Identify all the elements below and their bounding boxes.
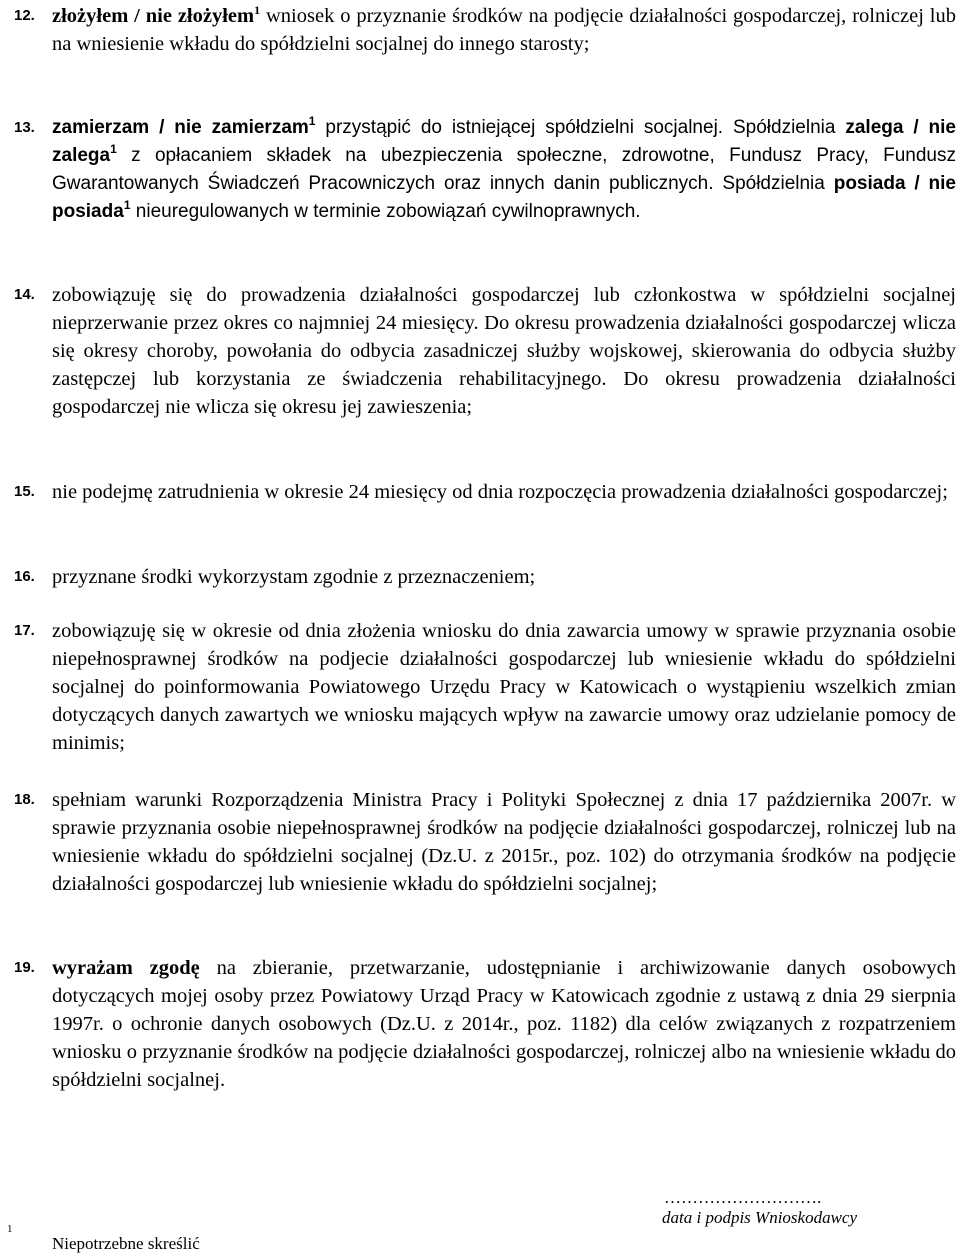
- item-text: zobowiązuję się do prowadzenia działalności gospodarczej lub członkostwa w spółdzielni socjalnej nieprzerwanie przez okres co najmniej 24 miesięcy. Do okresu prowadzenia działalności gospodarczej wlicza się okresy choroby, powołania do odbycia zasadniczej służby wojskowej, skierowania do odbycia służby zastępczej lub korzystania ze świadczenia rehabilitacyjnego. Do okresu prowadzenia działalności gospodarczej nie wlicza się okresu jej zawieszenia;: [52, 284, 956, 418]
- text-span: nieuregulowanych w terminie zobowiązań cywilnoprawnych.: [130, 201, 641, 222]
- item-number: 16.: [14, 568, 35, 585]
- item-text: zobowiązuję się w okresie od dnia złożenia wniosku do dnia zawarcia umowy w sprawie przyznania osobie niepełnosprawnej środków na podjecie działalności gospodarczej lub wniesienie wkładu do spółdzielni socjalnej do poinformowania Powiatowego Urzędu Pracy w Katowicach o wystąpieniu wszelkich zmian dotyczących danych zawartych we wniosku mających wpływ na zawarcie umowy oraz udzielanie pomocy de minimis;: [52, 620, 956, 754]
- item-number: 14.: [14, 286, 35, 303]
- text-span: z opłacaniem składek na ubezpieczenia społeczne, zdrowotne, Fundusz Pracy, Fundusz Gwarantowanych Świadczeń Pracowniczych oraz innych danin publicznych. Spółdzielnia: [52, 145, 956, 194]
- item-text: przyznane środki wykorzystam zgodnie z przeznaczeniem;: [52, 566, 536, 588]
- text-span: przystąpić do istniejącej spółdzielni socjalnej. Spółdzielnia: [315, 117, 846, 138]
- item-text: nie podejmę zatrudnienia w okresie 24 miesięcy od dnia rozpoczęcia prowadzenia działalności gospodarczej;: [52, 481, 948, 503]
- footnote-ref: 1: [308, 114, 316, 128]
- signature-line: ……………………….: [664, 1188, 822, 1207]
- item-number: 13.: [14, 119, 35, 136]
- footnote-ref: 1: [110, 142, 117, 156]
- footnote-ref: 1: [254, 3, 261, 17]
- bold-phrase: wyrażam zgodę: [52, 957, 200, 979]
- item-number: 18.: [14, 791, 35, 808]
- footnote-mark: 1: [7, 1223, 13, 1235]
- text-span: na zbieranie, przetwarzanie, udostępnianie i archiwizowanie danych osobowych dotyczących mojej osoby przez Powiatowy Urząd Pracy w Katowicach zgodnie z ustawą z dnia 29 sierpnia 1997r. o ochronie danych osobowych (Dz.U. z 2014r., poz. 1182) dla celów związanych z rozpatrzeniem wniosku o przyznanie środków na podjęcie działalności gospodarczej, rolniczej albo na wniesienie wkładu do spółdzielni socjalnej.: [52, 957, 956, 1091]
- item-number: 17.: [14, 622, 35, 639]
- item-number: 12.: [14, 7, 35, 24]
- bold-phrase: zalega / nie zalega: [52, 117, 957, 166]
- item-number: 19.: [14, 959, 35, 976]
- footnote-text: Niepotrzebne skreślić: [52, 1234, 200, 1253]
- signature-label: data i podpis Wnioskodawcy: [662, 1208, 858, 1227]
- footnote-ref: 1: [123, 198, 131, 212]
- item-text: [52, 954, 956, 1094]
- bold-phrase: zamierzam / nie zamierzam: [52, 117, 309, 138]
- item-text: [52, 114, 956, 226]
- item-number: 15.: [14, 483, 35, 500]
- item-text: [52, 2, 956, 58]
- item-text: spełniam warunki Rozporządzenia Ministra Pracy i Polityki Społecznej z dnia 17 października 2007r. w sprawie przyznania osobie niepełnosprawnej środków na podjęcie działalności gospodarczej, rolniczej lub na wniesienie wkładu do spółdzielni socjalnej (Dz.U. z 2015r., poz. 102) do otrzymania środków na podjęcie działalności gospodarczej lub wniesienie wkładu do spółdzielni socjalnej;: [52, 789, 956, 895]
- bold-phrase: złożyłem / nie złożyłem: [52, 5, 255, 27]
- text-span: wniosek o przyznanie środków na podjęcie działalności gospodarczej, rolniczej lub na wniesienie wkładu do spółdzielni socjalnej do innego starosty;: [52, 5, 956, 55]
- bold-phrase: posiada / nie posiada: [52, 173, 956, 222]
